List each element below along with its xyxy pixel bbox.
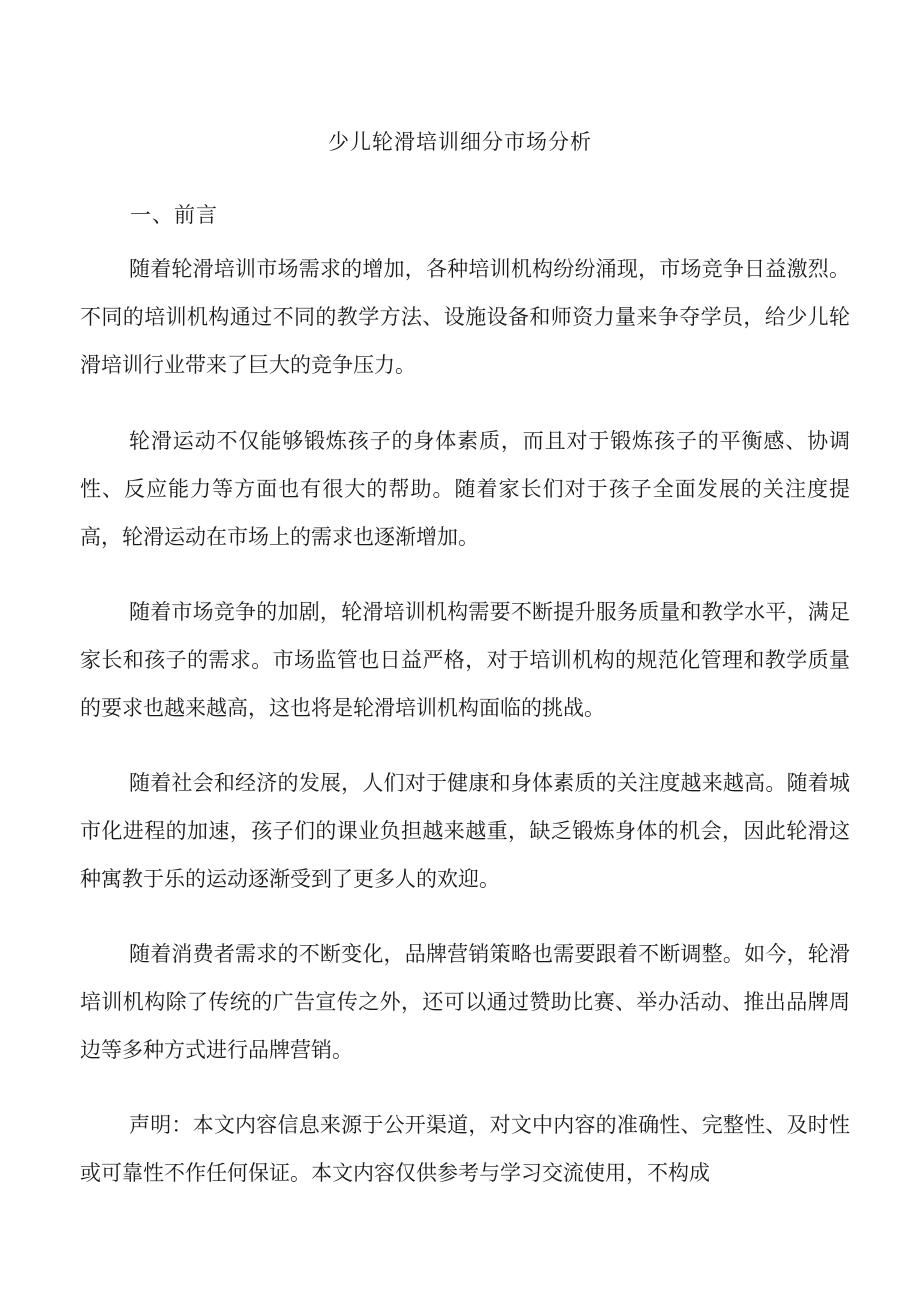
section-heading: 一、前言 [130, 203, 218, 227]
paragraph: 随着消费者需求的不断变化，品牌营销策略也需要跟着不断调整。如今，轮滑培训机构除了传统的广告宣传之外，还可以通过赞助比赛、举办活动、推出品牌周边等多种方式进行品牌营销。 [80, 942, 850, 1062]
disclaimer-paragraph: 声明：本文内容信息来源于公开渠道，对文中内容的准确性、完整性、及时性或可靠性不作任何保证。本文内容仅供参考与学习交流使用，不构成 [80, 1113, 850, 1185]
paragraph: 随着轮滑培训市场需求的增加，各种培训机构纷纷涌现，市场竞争日益激烈。不同的培训机构通过不同的教学方法、设施设备和师资力量来争夺学员，给少儿轮滑培训行业带来了巨大的竞争压力。 [80, 257, 850, 377]
document-title: 少儿轮滑培训细分市场分析 [328, 130, 592, 154]
paragraph: 轮滑运动不仅能够锻炼孩子的身体素质，而且对于锻炼孩子的平衡感、协调性、反应能力等方面也有很大的帮助。随着家长们对于孩子全面发展的关注度提高，轮滑运动在市场上的需求也逐渐增加。 [80, 429, 850, 549]
paragraph: 随着市场竞争的加剧，轮滑培训机构需要不断提升服务质量和教学水平，满足家长和孩子的需求。市场监管也日益严格，对于培训机构的规范化管理和教学质量的要求也越来越高，这也将是轮滑培训机构面临的挑战。 [80, 600, 850, 720]
paragraph: 随着社会和经济的发展，人们对于健康和身体素质的关注度越来越高。随着城市化进程的加速，孩子们的课业负担越来越重，缺乏锻炼身体的机会，因此轮滑这种寓教于乐的运动逐渐受到了更多人的欢迎。 [80, 771, 850, 891]
